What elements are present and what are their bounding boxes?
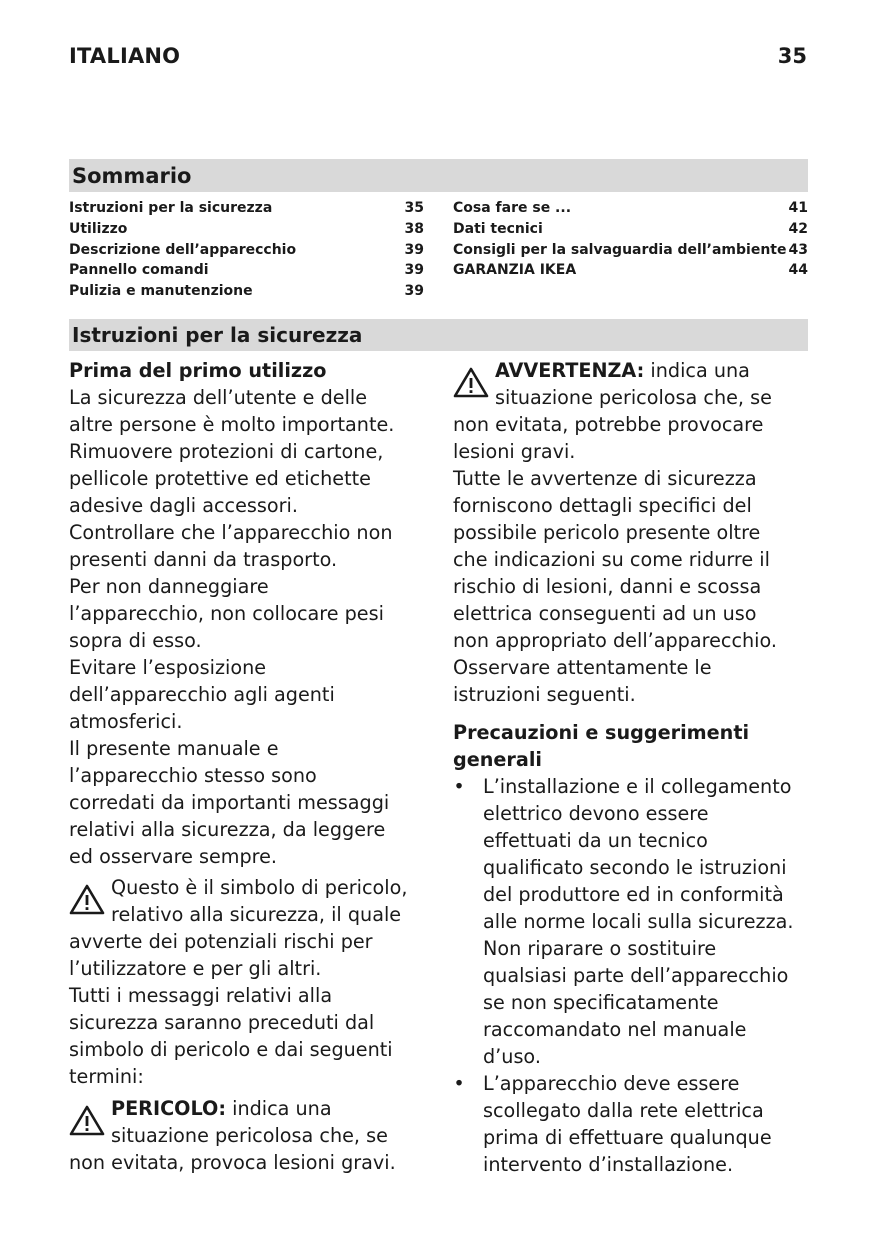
- bullet-dot-icon: •: [453, 1072, 465, 1095]
- text-line: avverte dei potenziali rischi per: [69, 930, 373, 953]
- toc-entry: [453, 198, 808, 219]
- toc-entry: [69, 240, 424, 261]
- danger-text: situazione pericolosa che, se: [111, 1124, 388, 1147]
- toc-entry-label: Descrizione dell’apparecchio: [69, 241, 297, 258]
- text-line: altre persone è molto importante.: [69, 413, 395, 436]
- bullet-text: del produttore ed in conformità: [483, 883, 784, 906]
- text-line: rischio di lesioni, danni e scossa: [453, 575, 762, 598]
- warning-label: AVVERTENZA:: [495, 359, 645, 382]
- bullet-text: scollegato dalla rete elettrica: [483, 1099, 764, 1122]
- text-line: l’utilizzatore e per gli altri.: [69, 957, 322, 980]
- bullet-text: intervento d’installazione.: [483, 1153, 734, 1176]
- toc-entry-page: 39: [404, 241, 424, 258]
- toc-entry-label: Istruzioni per la sicurezza: [69, 200, 273, 216]
- toc-entry-label: Dati tecnici: [453, 220, 543, 237]
- text-line: Tutte le avvertenze di sicurezza: [453, 467, 757, 490]
- text-line: Tutti i messaggi relativi alla: [69, 984, 333, 1007]
- subheading: Prima del primo utilizzo: [69, 359, 327, 382]
- toc-entry-label: Utilizzo: [69, 220, 128, 237]
- text-line: dell’apparecchio agli agenti: [69, 683, 335, 706]
- text-line: adesive dagli accessori.: [69, 494, 298, 517]
- text-line: lesioni gravi.: [453, 440, 576, 463]
- page-number: 35: [777, 44, 807, 68]
- text-line: forniscono dettagli specifici del: [453, 494, 752, 517]
- toc-entry-label: Pulizia e manutenzione: [69, 283, 253, 300]
- text-line: pellicole protettive ed etichette: [69, 467, 371, 490]
- danger-text: non evitata, provoca lesioni gravi.: [69, 1151, 396, 1174]
- bullet-list: [453, 773, 815, 1178]
- bullet-text: prima di effettuare qualunque: [483, 1126, 772, 1149]
- subheading: generali: [453, 748, 542, 771]
- text-line: La sicurezza dell’utente e delle: [69, 386, 368, 409]
- toc-entry-label: GARANZIA IKEA: [453, 262, 577, 279]
- text-line: Il presente manuale e: [69, 737, 279, 760]
- warning-triangle-icon: [69, 883, 105, 915]
- toc-entry: [69, 281, 424, 302]
- toc-entry: [69, 198, 424, 219]
- toc-entry-label: Cosa fare se ...: [453, 200, 572, 216]
- bullet-dot-icon: •: [453, 775, 465, 798]
- header-language: ITALIANO: [69, 44, 181, 68]
- text-line: Controllare che l’apparecchio non: [69, 521, 393, 544]
- toc-entry-page: 39: [404, 262, 424, 279]
- left-column: [69, 357, 439, 1176]
- danger-label: PERICOLO:: [111, 1097, 227, 1120]
- text-line: simbolo di pericolo e dai seguenti: [69, 1038, 393, 1061]
- toc-entry: [453, 260, 808, 281]
- text-line: non evitata, potrebbe provocare: [453, 413, 764, 436]
- warning-text: situazione pericolosa che, se: [495, 386, 772, 409]
- warning-triangle-icon: [69, 1104, 105, 1136]
- toc-left-column: [69, 198, 424, 302]
- text-line: l’apparecchio stesso sono: [69, 764, 317, 787]
- toc-entry-label: Consigli per la salvaguardia dell’ambiente: [453, 241, 787, 258]
- warning-block: [453, 357, 815, 411]
- toc-entry-label: Pannello comandi: [69, 262, 209, 279]
- text-line: atmosferici.: [69, 710, 183, 733]
- toc-entry-page: 44: [788, 262, 808, 279]
- bullet-text: alle norme locali sulla sicurezza.: [483, 910, 794, 933]
- bullet-text: L’installazione e il collegamento: [483, 775, 792, 798]
- text-line: non appropriato dell’apparecchio.: [453, 629, 777, 652]
- text-line: ed osservare sempre.: [69, 845, 278, 868]
- text-line: possibile pericolo presente oltre: [453, 521, 761, 544]
- text-line: corredati da importanti messaggi: [69, 791, 390, 814]
- text-line: sopra di esso.: [69, 629, 202, 652]
- toc-entry-page: 42: [788, 220, 808, 237]
- section-title: Istruzioni per la sicurezza: [69, 319, 808, 351]
- bullet-text: d’uso.: [483, 1045, 541, 1068]
- bullet-item: [453, 773, 815, 1070]
- toc-entry: [453, 240, 808, 261]
- warning-triangle-icon: [453, 366, 489, 398]
- text-line: l’apparecchio, non collocare pesi: [69, 602, 384, 625]
- warning-text-block: [453, 411, 815, 708]
- toc-right-column: [453, 198, 808, 281]
- subheading: Precauzioni e suggerimenti: [453, 721, 750, 744]
- warning-text: indica una: [644, 359, 750, 382]
- symbol-line: relativo alla sicurezza, il quale: [111, 903, 402, 926]
- toc-entry: [69, 260, 424, 281]
- text-line: Per non danneggiare: [69, 575, 269, 598]
- danger-text: indica una: [226, 1097, 332, 1120]
- bullet-text: elettrico devono essere: [483, 802, 709, 825]
- bullet-text: effettuati da un tecnico: [483, 829, 708, 852]
- intro-text: [69, 384, 439, 870]
- text-line: sicurezza saranno preceduti dal: [69, 1011, 375, 1034]
- toc-entry-page: 39: [404, 283, 424, 300]
- bullet-text: raccomandato nel manuale: [483, 1018, 747, 1041]
- bullet-text: qualsiasi parte dell’apparecchio: [483, 964, 789, 987]
- text-line: Evitare l’esposizione: [69, 656, 267, 679]
- danger-block: [69, 1095, 439, 1149]
- bullet-text: qualificato secondo le istruzioni: [483, 856, 787, 879]
- toc-entry-page: 43: [788, 241, 808, 258]
- text-line: che indicazioni su come ridurre il: [453, 548, 770, 571]
- symbol-line: Questo è il simbolo di pericolo,: [111, 876, 408, 899]
- right-column: [453, 357, 815, 1178]
- toc-entry: [453, 219, 808, 240]
- text-line: istruzioni seguenti.: [453, 683, 636, 706]
- bullet-text: Non riparare o sostituire: [483, 937, 717, 960]
- hazard-symbol-block: [69, 874, 439, 928]
- text-line: relativi alla sicurezza, da leggere: [69, 818, 386, 841]
- text-line: presenti danni da trasporto.: [69, 548, 338, 571]
- toc-entry-page: 35: [404, 200, 424, 216]
- toc-entry-page: 41: [788, 200, 808, 216]
- bullet-text: se non specificatamente: [483, 991, 719, 1014]
- text-line: elettrica conseguenti ad un uso: [453, 602, 757, 625]
- bullet-item: [453, 1070, 815, 1178]
- symbol-text: [69, 928, 439, 1090]
- bullet-text: L’apparecchio deve essere: [483, 1072, 740, 1095]
- text-line: Rimuovere protezioni di cartone,: [69, 440, 384, 463]
- text-line: termini:: [69, 1065, 144, 1088]
- text-line: Osservare attentamente le: [453, 656, 712, 679]
- toc-entry: [69, 219, 424, 240]
- toc-title: Sommario: [69, 159, 808, 192]
- toc-entry-page: 38: [404, 220, 424, 237]
